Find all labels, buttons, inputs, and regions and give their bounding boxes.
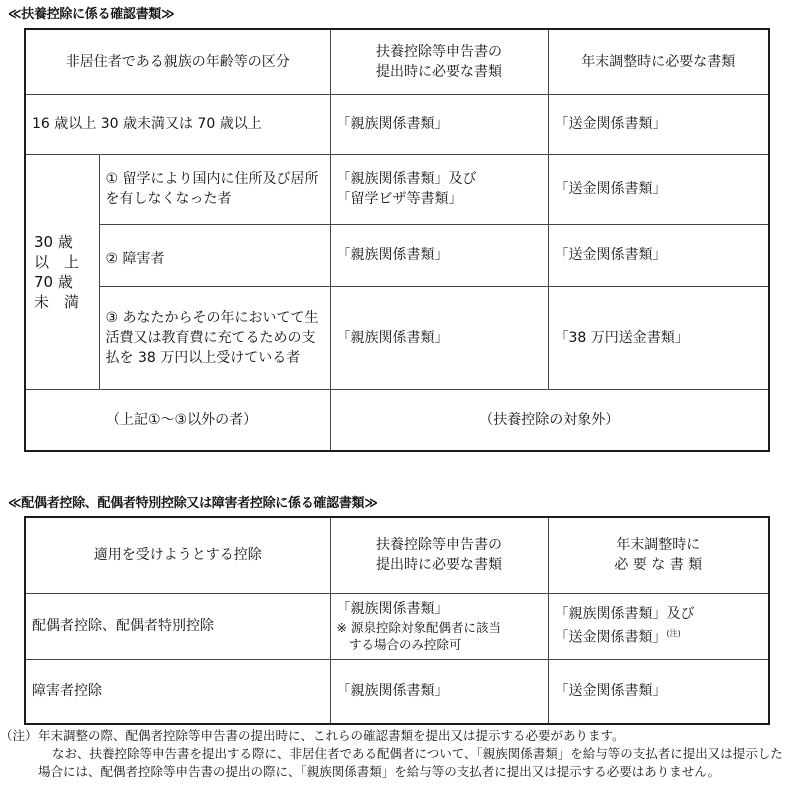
subrow1-category: ① 留学により国内に住所及び居所を有しなくなった者: [99, 154, 330, 224]
header-year-end-docs: 年末調整時に必要な書類: [548, 29, 769, 94]
t2-row1-year-end-line1: 「親族関係書類」及び: [554, 606, 695, 623]
note-mark: （注）: [0, 728, 38, 743]
subrow3-application-docs: 「親族関係書類」: [330, 286, 548, 389]
t2-row2-category: 障害者控除: [25, 659, 330, 724]
row-age-year-end-docs: 「送金関係書類」: [548, 94, 769, 154]
spouse-deduction-table: [24, 516, 770, 725]
row-other-merged: （扶養控除の対象外）: [330, 389, 769, 451]
subrow2-application-docs: 「親族関係書類」: [330, 224, 548, 286]
table2-row-disability: [25, 659, 769, 724]
note-line1: [0, 727, 783, 745]
t2-row2-application-docs: 「親族関係書類」: [330, 659, 548, 724]
table1-subrow-2: [25, 224, 769, 286]
table1-subrow-1: [25, 154, 769, 224]
subrow2-year-end-docs: 「送金関係書類」: [548, 224, 769, 286]
t2-row1-application-docs: [330, 593, 548, 659]
subrow1-application-docs: 「親族関係書類」及び 「留学ビザ等書類」: [330, 154, 548, 224]
section2-title: ≪配偶者控除、配偶者特別控除又は障害者控除に係る確認書類≫: [8, 496, 378, 511]
subrow3-category: ③ あなたからその年においてて生活費又は教育費に充てるための支払を 38 万円以上受けている者: [99, 286, 330, 389]
header-application-docs: 扶養控除等申告書の 提出時に必要な書類: [330, 29, 548, 94]
row-age-application-docs: 「親族関係書類」: [330, 94, 548, 154]
subrow2-category: ② 障害者: [99, 224, 330, 286]
table1-header-row: [25, 29, 769, 94]
t2-row1-category: 配偶者控除、配偶者特別控除: [25, 593, 330, 659]
note-line2: なお、扶養控除等申告書を提出する際に、非居住者である配偶者について、「親族関係書類」を給与等の支払者に提出又は提示した場合には、配偶者控除等申告書の提出の際に、「親族関係書類」を給与等の支払者に提出又は提示する必要はありません。: [38, 746, 783, 779]
row-age-category: 16 歳以上 30 歳未満又は 70 歳以上: [25, 94, 330, 154]
t2-header-year-end-docs: 年末調整時に 必 要 な 書 類: [548, 517, 769, 593]
row-other-category: （上記①～③以外の者）: [25, 389, 330, 451]
t2-row1-year-end-line2-text: 「送金関係書類」: [554, 629, 667, 646]
t2-row2-year-end-docs: 「送金関係書類」: [548, 659, 769, 724]
table1-row-age: [25, 94, 769, 154]
subrow3-year-end-docs: 「38 万円送金書類」: [548, 286, 769, 389]
table1-subrow-3: [25, 286, 769, 389]
table2-row-spouse: [25, 593, 769, 659]
t2-row1-year-end-line2: [555, 624, 763, 648]
age-group-label: 30 歳 以 上 70 歳 未 満: [25, 154, 99, 389]
t2-row1-application-note: ※ 源泉控除対象配偶者に該当 する場合のみ控除可: [336, 620, 501, 652]
note-reference: (注): [666, 629, 681, 639]
section1-title: ≪扶養控除に係る確認書類≫: [8, 7, 175, 22]
header-category: 非居住者である親族の年齢等の区分: [25, 29, 330, 94]
t2-header-application-docs: 扶養控除等申告書の 提出時に必要な書類: [330, 517, 548, 593]
table2-header-row: [25, 517, 769, 593]
table1-row-other: [25, 389, 769, 451]
subrow1-year-end-docs: 「送金関係書類」: [548, 154, 769, 224]
notes-block: [0, 727, 783, 781]
note-line1-text: 年末調整の際、配偶者控除等申告書の提出時に、これらの確認書類を提出又は提示する必要があります。: [38, 728, 625, 743]
t2-header-category: 適用を受けようとする控除: [25, 517, 330, 593]
t2-row1-application-main: 「親族関係書類」: [336, 601, 449, 617]
t2-row1-year-end-docs: [548, 593, 769, 659]
dependent-deduction-table: [24, 28, 770, 452]
